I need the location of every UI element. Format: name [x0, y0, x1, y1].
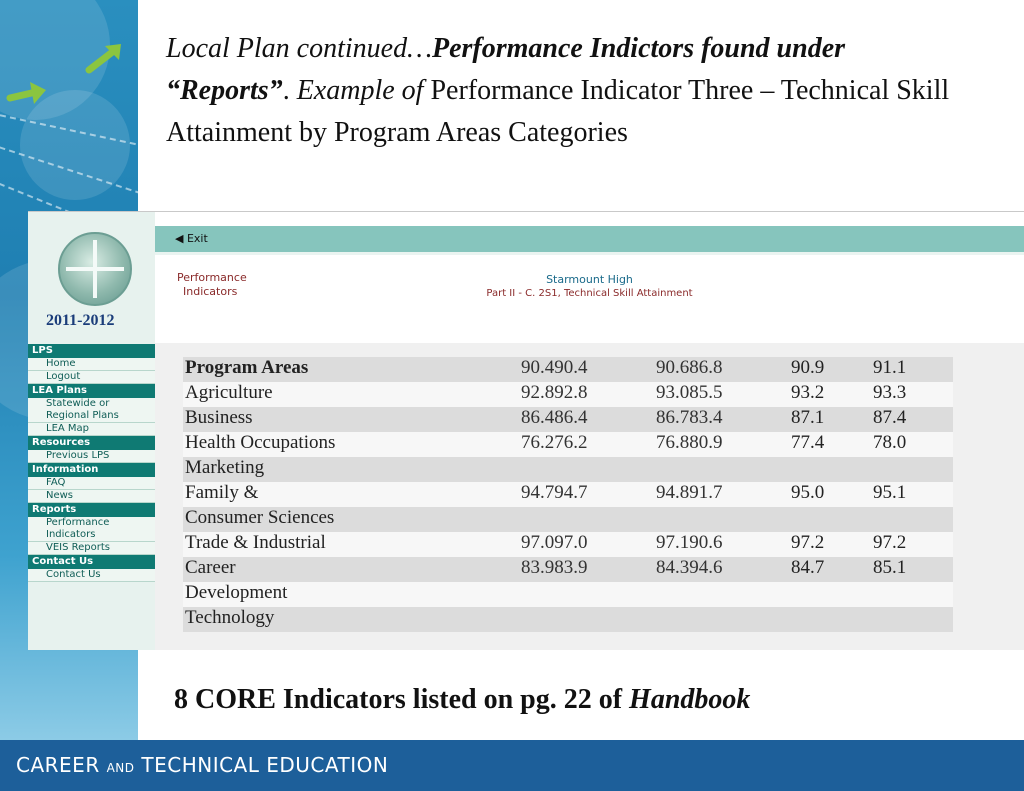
program-area-cell: Development: [183, 582, 519, 607]
value-cell: 97.190.6: [654, 532, 789, 557]
table-row: [183, 357, 953, 382]
nav-item-contact-us[interactable]: Contact Us: [28, 569, 155, 582]
program-area-cell: Family &: [183, 482, 519, 507]
table-row: [183, 407, 953, 432]
value-cell: [519, 507, 654, 532]
value-cell: 86.783.4: [654, 407, 789, 432]
value-cell: 84.394.6: [654, 557, 789, 582]
footer-bar: [0, 740, 1024, 791]
value-cell: [519, 607, 654, 632]
seal-logo: [58, 232, 132, 306]
core-note-text: 8 CORE Indicators listed on pg. 22 of: [174, 684, 630, 715]
table-row: [183, 507, 953, 532]
footer-and: AND: [106, 761, 135, 775]
value-cell: 97.097.0: [519, 532, 654, 557]
arrow-icon: [6, 76, 52, 112]
value-cell: 90.9: [789, 357, 871, 382]
table-row: [183, 432, 953, 457]
attainment-table: [183, 357, 953, 632]
value-cell: 95.1: [871, 482, 953, 507]
nav-item-statewide-plans[interactable]: Statewide or Regional Plans: [28, 398, 155, 423]
value-cell: 83.983.9: [519, 557, 654, 582]
sidebar: [28, 212, 155, 650]
value-cell: [871, 582, 953, 607]
value-cell: 91.1: [871, 357, 953, 382]
program-area-cell: Marketing: [183, 457, 519, 482]
value-cell: 85.1: [871, 557, 953, 582]
table-row: [183, 482, 953, 507]
program-area-cell: Career: [183, 557, 519, 582]
program-area-cell: Consumer Sciences: [183, 507, 519, 532]
exit-label: Exit: [186, 232, 208, 245]
program-area-cell: Business: [183, 407, 519, 432]
value-cell: [789, 507, 871, 532]
value-cell: 95.0: [789, 482, 871, 507]
value-cell: 94.794.7: [519, 482, 654, 507]
school-name: Starmount High: [546, 273, 633, 286]
program-area-cell: Agriculture: [183, 382, 519, 407]
value-cell: [871, 507, 953, 532]
core-note-italic: Handbook: [629, 684, 751, 715]
value-cell: 93.2: [789, 382, 871, 407]
nav-item-home[interactable]: Home: [28, 358, 155, 371]
value-cell: [789, 607, 871, 632]
nav-item-faq[interactable]: FAQ: [28, 477, 155, 490]
value-cell: 93.085.5: [654, 382, 789, 407]
pi-line2: Indicators: [183, 285, 238, 298]
nav-item-performance-indicators[interactable]: Performance Indicators: [28, 517, 155, 542]
value-cell: 84.7: [789, 557, 871, 582]
report-header: [155, 255, 1024, 343]
value-cell: 78.0: [871, 432, 953, 457]
value-cell: [654, 507, 789, 532]
value-cell: [654, 457, 789, 482]
nav-item-previous-lps[interactable]: Previous LPS: [28, 450, 155, 463]
heading-lead: Local Plan continued…: [166, 33, 432, 64]
value-cell: 90.490.4: [519, 357, 654, 382]
nav-section-contact: Contact Us: [28, 555, 155, 569]
value-cell: 77.4: [789, 432, 871, 457]
program-area-cell: Technology: [183, 607, 519, 632]
table-row: [183, 557, 953, 582]
value-cell: [654, 607, 789, 632]
footer-title: [16, 753, 388, 777]
core-note: [174, 684, 750, 716]
value-cell: [871, 457, 953, 482]
pi-line1: Performance: [177, 271, 247, 284]
nav-item-news[interactable]: News: [28, 490, 155, 503]
sidebar-nav: [28, 344, 155, 582]
nav-item-lea-map[interactable]: LEA Map: [28, 423, 155, 436]
program-area-cell: Trade & Industrial: [183, 532, 519, 557]
footer-rest: TECHNICAL EDUCATION: [141, 753, 389, 777]
nav-section-information: Information: [28, 463, 155, 477]
value-cell: 97.2: [789, 532, 871, 557]
value-cell: [654, 582, 789, 607]
table-row: [183, 457, 953, 482]
table-row: [183, 382, 953, 407]
table-row: [183, 532, 953, 557]
value-cell: [789, 582, 871, 607]
nav-item-logout[interactable]: Logout: [28, 371, 155, 384]
back-arrow-icon: ◀: [175, 232, 184, 245]
program-area-cell: Program Areas: [183, 357, 519, 382]
value-cell: 76.276.2: [519, 432, 654, 457]
heading-rest: Performance Indicator Three – Technical Skill Attainment by Program Areas Categories: [166, 75, 950, 148]
footer-career: CAREER: [16, 753, 100, 777]
nav-item-veis-reports[interactable]: VEIS Reports: [28, 542, 155, 555]
report-screenshot: [28, 211, 1024, 650]
value-cell: [871, 607, 953, 632]
value-cell: 97.2: [871, 532, 953, 557]
value-cell: 87.1: [789, 407, 871, 432]
table-area: [155, 343, 1024, 650]
nav-section-lea-plans: LEA Plans: [28, 384, 155, 398]
value-cell: 76.880.9: [654, 432, 789, 457]
value-cell: 90.686.8: [654, 357, 789, 382]
value-cell: 87.4: [871, 407, 953, 432]
program-area-cell: Health Occupations: [183, 432, 519, 457]
nav-section-resources: Resources: [28, 436, 155, 450]
value-cell: [519, 582, 654, 607]
table-row: [183, 607, 953, 632]
value-cell: 92.892.8: [519, 382, 654, 407]
slide-heading: [166, 28, 966, 154]
heading-period: .: [282, 75, 297, 106]
value-cell: [789, 457, 871, 482]
toolbar: [155, 226, 1024, 255]
value-cell: 86.486.4: [519, 407, 654, 432]
heading-bold: Performance Indictors found under “Reports”: [166, 33, 846, 106]
nav-section-reports: Reports: [28, 503, 155, 517]
report-part: Part II - C. 2S1, Technical Skill Attainment: [486, 288, 693, 299]
year-label: 2011-2012: [46, 312, 115, 329]
value-cell: [519, 457, 654, 482]
exit-button[interactable]: [175, 232, 208, 245]
arrow-icon: [85, 40, 131, 76]
value-cell: 94.891.7: [654, 482, 789, 507]
heading-example: Example of: [296, 75, 431, 106]
nav-section-lps: LPS: [28, 344, 155, 358]
value-cell: 93.3: [871, 382, 953, 407]
table-row: [183, 582, 953, 607]
